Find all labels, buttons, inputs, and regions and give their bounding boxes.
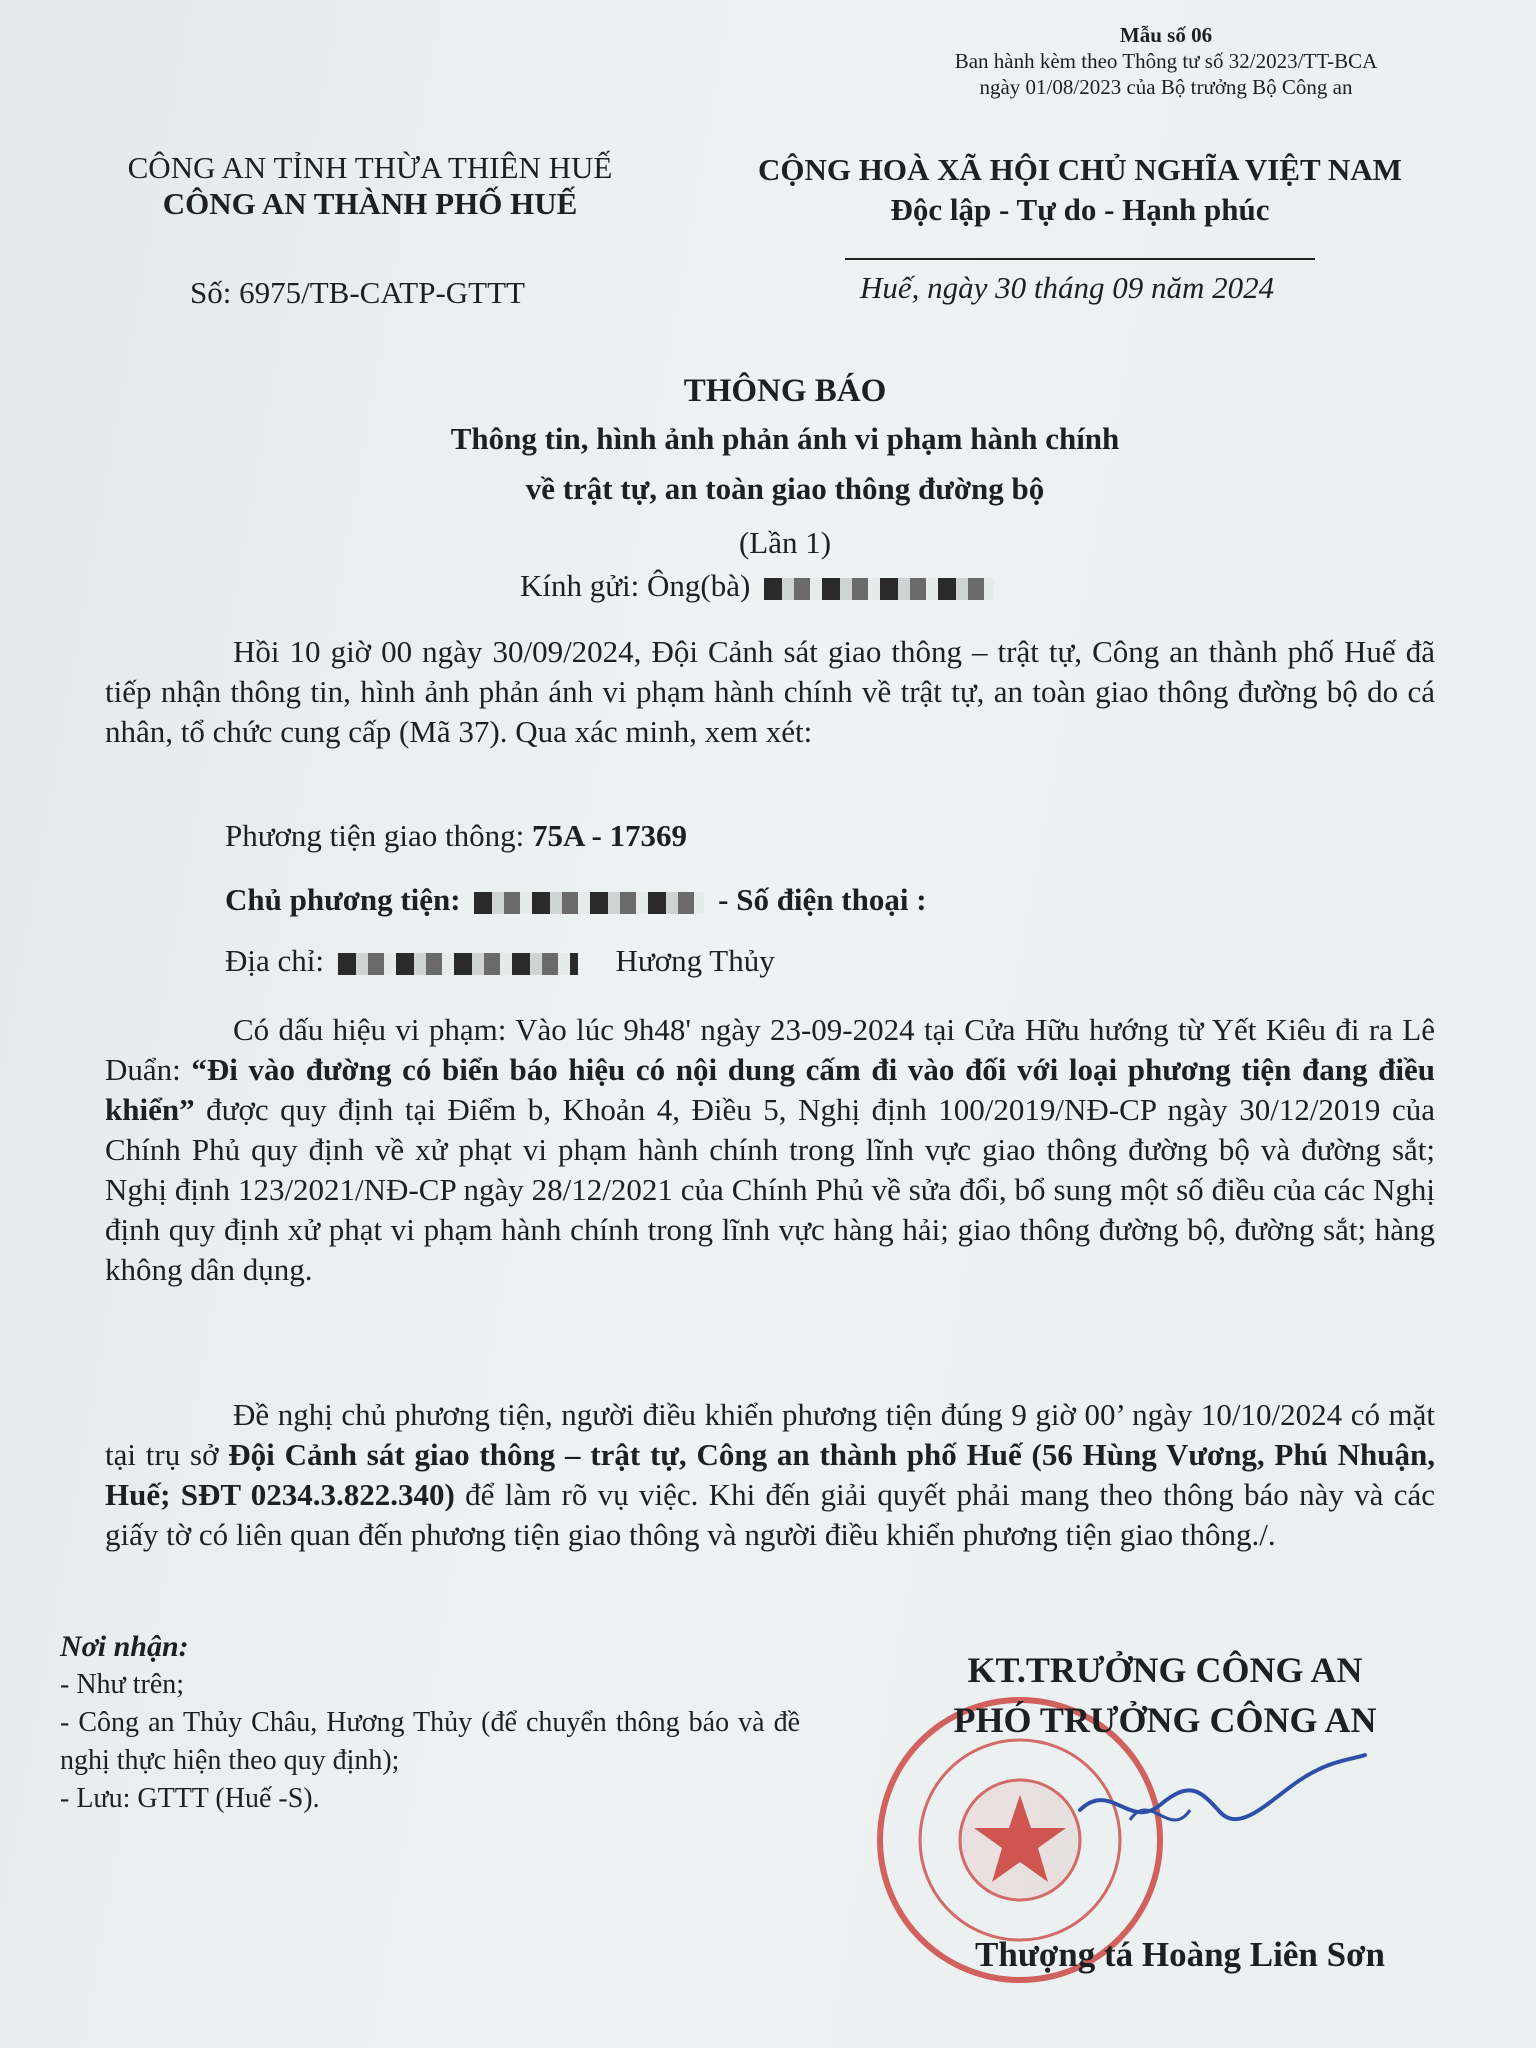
request-intro: Đề nghị chủ phương tiện, người điều khiển phương tiện đúng 9 giờ 00’ ngày 10/10/2024 có mặt tại trụ sở — [105, 1397, 1435, 1472]
receivers-heading: Nơi nhận: — [60, 1630, 189, 1663]
paragraph-request — [105, 1395, 1435, 1555]
parent-agency: CÔNG AN TỈNH THỪA THIÊN HUẾ — [127, 150, 613, 185]
document-date: Huế, ngày 30 tháng 09 năm 2024 — [860, 270, 1275, 305]
receivers-block — [60, 1628, 800, 1818]
notice-round: (Lần 1) — [738, 525, 832, 560]
address-line — [225, 943, 775, 979]
form-note-line-1: Ban hành kèm theo Thông tư số 32/2023/TT-BCA — [954, 49, 1378, 73]
signer-name: Thượng tá Hoàng Liên Sơn — [975, 1935, 1385, 1974]
country-name: CỘNG HOÀ XÃ HỘI CHỦ NGHĨA VIỆT NAM — [758, 152, 1402, 187]
form-number: Mẫu số 06 — [1119, 23, 1213, 47]
receiver-item: - Lưu: GTTT (Huế -S). — [60, 1783, 320, 1814]
handwritten-signature — [1070, 1750, 1370, 1850]
address-district: Hương Thủy — [615, 943, 775, 978]
recipient-line — [520, 568, 1000, 604]
national-header — [700, 150, 1460, 270]
recipient-label: Kính gửi: Ông(bà) — [520, 568, 751, 603]
violation-legal-basis: được quy định tại Điểm b, Khoản 4, Điều 5, Nghị định 100/2019/NĐ-CP ngày 30/12/2019 của Chính Phủ quy định về xử phạt vi phạm hành chính trong lĩnh vực giao thông đường bộ và đường sắt; Nghị định 123/2021/NĐ-CP ngày 28/12/2021 của Chính Phủ về sửa đổi, bổ sung một số điều của các Nghị định quy định xử phạt vi phạm hành chính trong lĩnh vực hàng hải; giao thông đường bộ, đường sắt; hàng không dân dụng. — [105, 1092, 1435, 1287]
request-location: Đội Cảnh sát giao thông – trật tự, Công an thành phố Huế (56 Hùng Vương, Phú Nhuận, Huế; SĐT 0234.3.822.340) — [105, 1437, 1435, 1512]
violation-description: “Đi vào đường có biển báo hiệu có nội dung cấm đi vào đối với loại phương tiện đang điều khiển” — [105, 1052, 1435, 1127]
national-motto: Độc lập - Tự do - Hạnh phúc — [890, 192, 1270, 227]
owner-line — [225, 882, 927, 918]
receiver-item: - Như trên; — [60, 1669, 185, 1700]
owner-label: Chủ phương tiện: — [225, 882, 469, 917]
issuing-agency-header — [90, 150, 650, 222]
phone-label: - Số điện thoại : — [710, 882, 927, 917]
vehicle-plate: 75A - 17369 — [532, 818, 688, 853]
document-number: Số: 6975/TB-CATP-GTTT — [190, 275, 525, 310]
redacted-address — [338, 953, 578, 975]
vehicle-label: Phương tiện giao thông: — [225, 818, 533, 853]
redacted-name — [764, 578, 994, 600]
vehicle-line — [225, 818, 687, 854]
redacted-owner — [474, 892, 704, 914]
signature-title-2: PHÓ TRƯỞNG CÔNG AN — [953, 1700, 1377, 1740]
form-note-line-2: ngày 01/08/2023 của Bộ trưởng Bộ Công an — [979, 75, 1353, 99]
paragraph-intro: Hồi 10 giờ 00 ngày 30/09/2024, Đội Cảnh sát giao thông – trật tự, Công an thành phố Huế đã tiếp nhận thông tin, hình ảnh phản ánh vi phạm hành chính về trật tự, an toàn giao thông đường bộ do cá nhân, tổ chức cung cấp (Mã 37). Qua xác minh, xem xét: — [105, 634, 1435, 749]
document-subtitle-2: về trật tự, an toàn giao thông đường bộ — [525, 471, 1045, 506]
form-note — [906, 22, 1426, 100]
violation-intro: Có dấu hiệu vi phạm: Vào lúc 9h48' ngày 23-09-2024 tại Cửa Hữu hướng từ Yết Kiêu đi ra Lê Duẩn: — [105, 1012, 1435, 1087]
request-instructions: để làm rõ vụ việc. Khi đến giải quyết phải mang theo thông báo này và các giấy tờ có liên quan đến phương tiện giao thông và người điều khiển phương tiện giao thông./. — [105, 1477, 1435, 1552]
address-label: Địa chỉ: — [225, 943, 332, 978]
receiver-item: - Công an Thủy Châu, Hương Thủy (để chuyển thông báo và đề nghị thực hiện theo quy định); — [60, 1707, 800, 1776]
signature-title-1: KT.TRƯỞNG CÔNG AN — [967, 1650, 1363, 1690]
paragraph-violation — [105, 1010, 1435, 1290]
signature-block — [880, 1645, 1450, 1745]
issuing-agency: CÔNG AN THÀNH PHỐ HUẾ — [162, 186, 578, 221]
document-subtitle-1: Thông tin, hình ảnh phản ánh vi phạm hành chính — [450, 421, 1120, 456]
title-block — [230, 368, 1340, 568]
document-title: THÔNG BÁO — [683, 373, 887, 409]
motto-underline — [845, 258, 1315, 260]
